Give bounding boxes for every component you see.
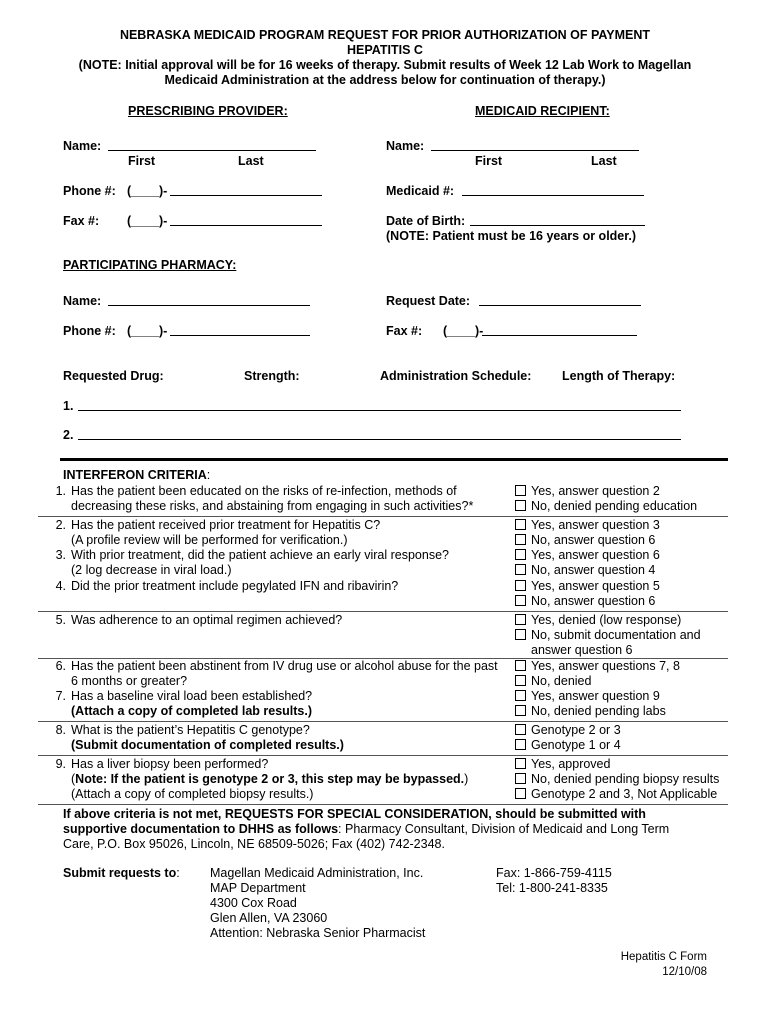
checkbox[interactable] — [515, 788, 526, 799]
dob-label: Date of Birth: — [386, 214, 466, 228]
checkbox-option[interactable]: Yes, answer questions 7, 8 — [515, 659, 680, 674]
question-6-number: 6. — [55, 659, 66, 673]
question-8-text: What is the patient’s Hepatitis C genotype? (Submit documentation of completed results.) — [71, 723, 344, 752]
question-5-text: Was adherence to an optimal regimen achieved? — [71, 613, 343, 627]
interferon-criteria-heading: INTERFERON CRITERIA: — [63, 468, 211, 482]
question-1-answers — [515, 484, 697, 514]
row-divider — [38, 804, 728, 805]
question-8-number: 8. — [55, 723, 66, 737]
answer-continuation: answer question 6 — [531, 643, 633, 657]
request-date-label: Request Date: — [386, 294, 471, 308]
drug-row-2-field[interactable] — [78, 427, 681, 440]
checkbox[interactable] — [515, 614, 526, 625]
checkbox-option[interactable]: Genotype 2 or 3 — [515, 723, 621, 738]
length-of-therapy-header: Length of Therapy: — [562, 369, 676, 383]
form-name: Hepatitis C Form — [620, 951, 707, 963]
question-4-answers — [515, 579, 660, 609]
drug-row-2-number: 2. — [63, 428, 74, 442]
pharmacy-name-field[interactable] — [108, 293, 310, 306]
pharmacy-phone-field[interactable] — [170, 323, 310, 336]
provider-name-field[interactable] — [108, 138, 316, 151]
checkbox[interactable] — [515, 724, 526, 735]
question-5-number: 5. — [55, 613, 66, 627]
checkbox[interactable] — [515, 690, 526, 701]
checkbox[interactable] — [515, 705, 526, 716]
recipient-name-field[interactable] — [431, 138, 639, 151]
participating-pharmacy-heading: PARTICIPATING PHARMACY: — [63, 258, 237, 272]
pharmacy-fax-area: (____)- — [443, 324, 484, 338]
question-7-number: 7. — [55, 689, 66, 703]
checkbox[interactable] — [515, 629, 526, 640]
question-9-text: Has a liver biopsy been performed? (Note: If the patient is genotype 2 or 3, this step may be bypassed.) (Attach a copy of completed biopsy results.) — [71, 757, 469, 801]
requested-drug-header: Requested Drug: — [63, 369, 164, 383]
special-consideration-line3: Care, P.O. Box 95026, Lincoln, NE 68509-5026; Fax (402) 742-2348. — [63, 837, 445, 851]
checkbox[interactable] — [515, 500, 526, 511]
row-divider — [38, 611, 728, 612]
checkbox-option[interactable]: No, denied — [515, 674, 680, 689]
question-2-answers — [515, 518, 660, 548]
pharmacy-name-label: Name: — [63, 294, 102, 308]
request-date-field[interactable] — [479, 293, 641, 306]
fax-number: Fax: 1-866-759-4115 — [496, 866, 612, 880]
checkbox-option[interactable]: Yes, answer question 5 — [515, 579, 660, 594]
submit-requests-label: Submit requests to: — [63, 866, 180, 880]
checkbox[interactable] — [515, 758, 526, 769]
checkbox-option[interactable]: No, denied pending education — [515, 499, 697, 514]
checkbox-option[interactable]: No, submit documentation and — [515, 628, 701, 643]
strength-header: Strength: — [244, 369, 300, 383]
provider-fax-label: Fax #: — [63, 214, 100, 228]
question-4-text: Did the prior treatment include pegylated IFN and ribavirin? — [71, 579, 399, 593]
question-7-answers — [515, 689, 666, 719]
provider-phone-field[interactable] — [170, 183, 322, 196]
checkbox-option[interactable]: No, answer question 6 — [515, 533, 660, 548]
checkbox-option[interactable]: No, answer question 4 — [515, 563, 660, 578]
row-divider — [38, 516, 728, 517]
drug-row-1-field[interactable] — [78, 398, 681, 411]
checkbox[interactable] — [515, 519, 526, 530]
question-4-number: 4. — [55, 579, 66, 593]
checkbox-option[interactable]: Yes, answer question 6 — [515, 548, 660, 563]
checkbox[interactable] — [515, 595, 526, 606]
checkbox-option[interactable]: Yes, answer question 2 — [515, 484, 697, 499]
question-7-text: Has a baseline viral load been established? (Attach a copy of completed lab results.) — [71, 689, 313, 718]
provider-first-label: First — [128, 154, 156, 168]
checkbox[interactable] — [515, 580, 526, 591]
checkbox[interactable] — [515, 660, 526, 671]
checkbox-option[interactable]: Yes, answer question 9 — [515, 689, 666, 704]
checkbox[interactable] — [515, 485, 526, 496]
checkbox-option[interactable]: Yes, denied (low response) — [515, 613, 701, 628]
tel-number: Tel: 1-800-241-8335 — [496, 881, 608, 895]
medicaid-recipient-heading: MEDICAID RECIPIENT: — [475, 104, 610, 118]
checkbox[interactable] — [515, 564, 526, 575]
checkbox[interactable] — [515, 534, 526, 545]
administration-schedule-header: Administration Schedule: — [380, 369, 532, 383]
form-date: 12/10/08 — [662, 966, 707, 978]
checkbox[interactable] — [515, 739, 526, 750]
provider-phone-area: (____)- — [127, 184, 168, 198]
special-consideration-line2: supportive documentation to DHHS as follows: Pharmacy Consultant, Division of Medicaid and Long Term — [63, 822, 670, 836]
checkbox-option[interactable]: Genotype 1 or 4 — [515, 738, 621, 753]
recipient-first-label: First — [475, 154, 503, 168]
question-8-answers — [515, 723, 621, 753]
pharmacy-phone-label: Phone #: — [63, 324, 116, 338]
form-footer — [621, 950, 707, 980]
checkbox-option[interactable]: No, denied pending labs — [515, 704, 666, 719]
question-5-answers — [515, 613, 701, 658]
row-divider — [38, 721, 728, 722]
checkbox-option[interactable]: Yes, answer question 3 — [515, 518, 660, 533]
medicaid-number-label: Medicaid #: — [386, 184, 455, 198]
dob-note: (NOTE: Patient must be 16 years or older.) — [386, 229, 637, 243]
header-note-line2: Medicaid Administration at the address below for continuation of therapy.) — [164, 73, 606, 87]
dob-field[interactable] — [470, 213, 645, 226]
question-1-number: 1. — [55, 484, 66, 498]
submit-contact — [496, 866, 612, 896]
question-1-text: Has the patient been educated on the risks of re-infection, methods of decreasing these risks, and abstaining from engaging in such activities?* — [71, 484, 474, 513]
checkbox[interactable] — [515, 675, 526, 686]
medicaid-number-field[interactable] — [462, 183, 644, 196]
recipient-last-label: Last — [591, 154, 617, 168]
pharmacy-fax-label: Fax #: — [386, 324, 423, 338]
section-divider — [60, 458, 728, 461]
pharmacy-phone-area: (____)- — [127, 324, 168, 338]
question-3-number: 3. — [55, 548, 66, 562]
row-divider — [38, 755, 728, 756]
question-6-text: Has the patient been abstinent from IV drug use or alcohol abuse for the past 6 months or greater? — [71, 659, 498, 688]
form-subtitle: HEPATITIS C — [347, 43, 423, 57]
question-9-answers — [515, 757, 719, 802]
recipient-name-label: Name: — [386, 139, 425, 153]
pharmacy-fax-field[interactable] — [482, 323, 637, 336]
header-note-line1: (NOTE: Initial approval will be for 16 weeks of therapy. Submit results of Week 12 Lab Work to Magellan — [78, 58, 692, 72]
checkbox-option[interactable]: No, answer question 6 — [515, 594, 660, 609]
checkbox-option[interactable]: Genotype 2 and 3, Not Applicable — [515, 787, 719, 802]
drug-row-1-number: 1. — [63, 399, 74, 413]
question-2-number: 2. — [55, 518, 66, 532]
checkbox-option[interactable]: No, denied pending biopsy results — [515, 772, 719, 787]
provider-name-label: Name: — [63, 139, 102, 153]
submit-address: Magellan Medicaid Administration, Inc. MAP Department 4300 Cox Road Glen Allen, VA 23060 Attention: Nebraska Senior Pharmacist — [210, 866, 426, 940]
question-3-text: With prior treatment, did the patient achieve an early viral response? (2 log decrease in viral load.) — [71, 548, 449, 577]
provider-phone-label: Phone #: — [63, 184, 116, 198]
provider-fax-area: (____)- — [127, 214, 168, 228]
checkbox[interactable] — [515, 549, 526, 560]
provider-last-label: Last — [238, 154, 264, 168]
question-6-answers — [515, 659, 680, 689]
checkbox-option[interactable]: Yes, approved — [515, 757, 719, 772]
checkbox[interactable] — [515, 773, 526, 784]
question-2-text: Has the patient received prior treatment for Hepatitis C? (A profile review will be performed for verification.) — [71, 518, 381, 547]
provider-fax-field[interactable] — [170, 213, 322, 226]
special-consideration-line1: If above criteria is not met, REQUESTS FOR SPECIAL CONSIDERATION, should be submitted with — [63, 807, 646, 821]
question-9-number: 9. — [55, 757, 66, 771]
form-title: NEBRASKA MEDICAID PROGRAM REQUEST FOR PRIOR AUTHORIZATION OF PAYMENT — [119, 28, 651, 42]
prescribing-provider-heading: PRESCRIBING PROVIDER: — [128, 104, 288, 118]
question-3-answers — [515, 548, 660, 578]
